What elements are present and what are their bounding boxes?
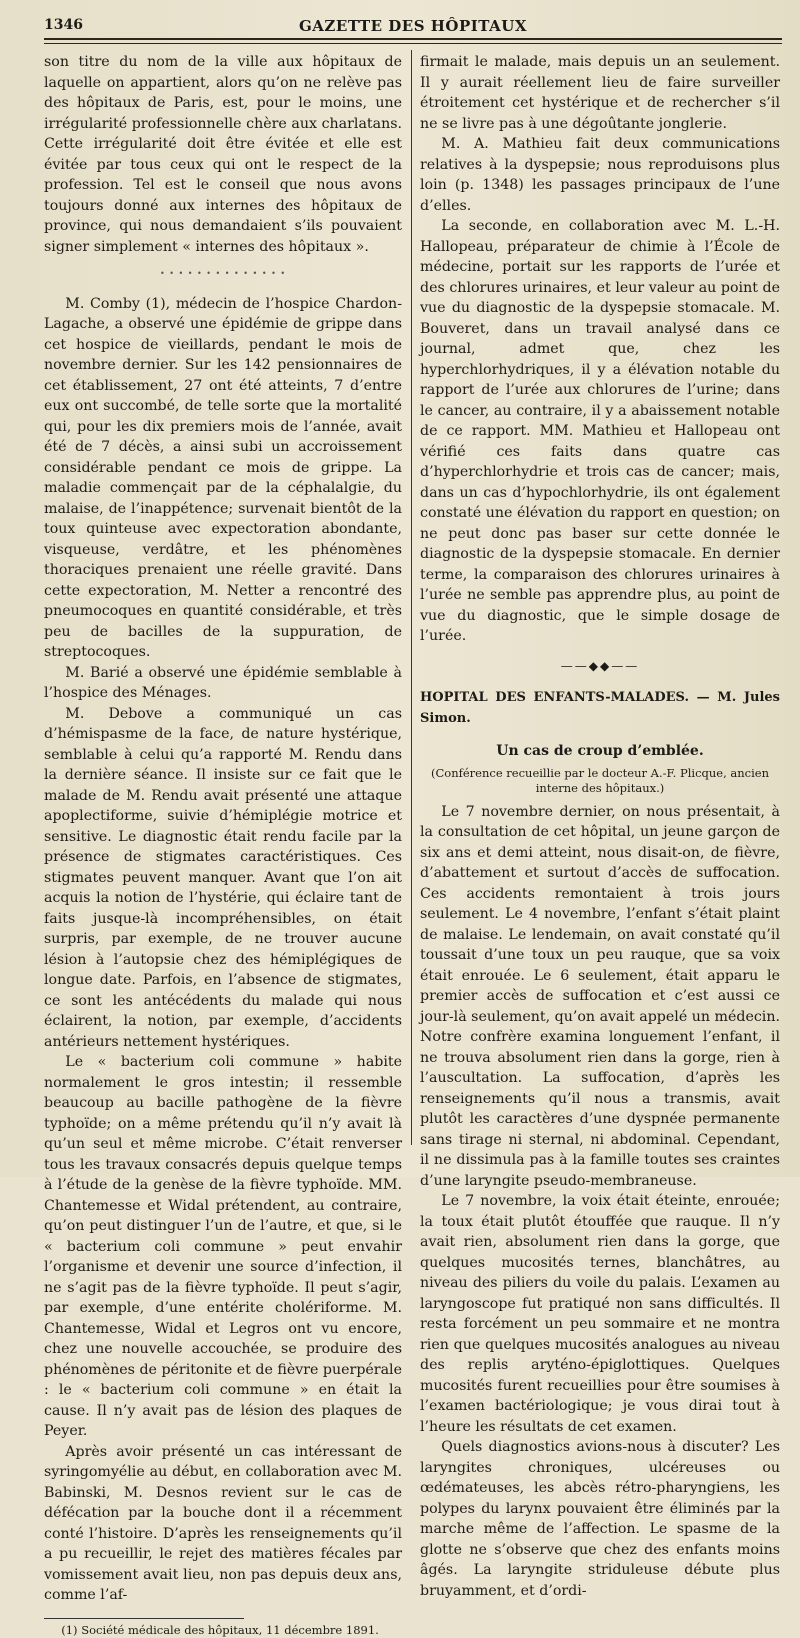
header-rule-thin [44,43,782,44]
paragraph: La seconde, en collaboration avec M. L.-H. Hallopeau, préparateur de chimie à l’École de médecine, portait sur les rapports de l’urée et des chlorures urinaires, et leur valeur au point de vue du diagnostic de la dyspepsie stomacale. M. Bouveret, dans un travail analysé dans ce journal, admet que, chez les hyperchlorhydriques, il y a élévation notable du rapport de l’urée aux chlorures de l’urine; dans le cancer, au contraire, il y a abaissement notable de ce rapport. MM. Mathieu et Hallopeau ont vérifié ces faits dans quatre cas d’hyperchlorhydrie et trois cas de cancer; mais, dans un cas d’hypochlorhydrie, ils ont également constaté une élévation du rapport en question; on ne peut donc pas baser sur cette donnée le diagnostic de la dyspepsie stomacale. En dernier terme, la comparaison des chlorures urinaires à l’urée ne semble pas apprendre plus, au point de vue du diagnostic, que le simple dosage de l’urée. [420,218,780,644]
right-column [420,52,780,1601]
left-column [44,52,402,1638]
article-title: Un cas de croup d’emblée. [496,743,704,759]
section-title: HOPITAL DES ENFANTS-MALADES. — M. Jules Simon. [420,690,780,726]
paragraph: Après avoir présenté un cas intéressant de syringomyélie au début, en collaboration avec M. Babinski, M. Desnos revient sur le cas de défécation par la bouche dont il a récemment conté l’histoire. D’après les renseignements qu’il a pu recueillir, le rejet des matières fécales par vomissement avait lieu, non pas depuis deux ans, comme l’af- [44,1443,402,1603]
paragraph: M. Barié a observé une épidémie semblable à l’hospice des Ménages. [44,664,402,701]
paragraph: Le 7 novembre, la voix était éteinte, enrouée; la toux était plutôt étouffée que rauque. Il n’y avait rien, absolument rien dans la gorge, que quelques mucosités ternes, blanchâtres, au niveau des piliers du voile du palais. L’examen au laryngoscope fut pratiqué non sans difficultés. Il resta forcément un peu sommaire et ne montra rien que quelques mucosités analogues au niveau des replis aryténo-épiglottiques. Quelques mucosités furent recueillies pour être soumises à l’examen bactériologique; je vous dirai tout à l’heure les résultats de cet examen. [420,1193,780,1435]
section-separator: ——◆◆—— [560,658,640,673]
paragraph: M. Comby (1), médecin de l’hospice Chardon-Lagache, a observé une épidémie de grippe dans cet hospice de vieillards, pendant le mois de novembre dernier. Sur les 142 pensionnaires de cet établissement, 27 ont été atteints, 7 d’entre eux ont succombé, de telle sorte que la mortalité qui, pour les dix premiers mois de l’année, avait été de 7 décès, a ainsi subi un accroissement considérable pendant ce mois de grippe. La maladie commençait par de la céphalalgie, du malaise, de l’inappétence; survenait bientôt de la toux quinteuse avec expectoration abondante, visqueuse, verdâtre, et les phénomènes thoraciques prenaient une réelle gravité. Dans cette expectoration, M. Netter a rencontré des pneumocoques en quantité considérable, et très peu de bacilles de la suppuration, de streptocoques. [44,295,402,660]
paragraph: Quels diagnostics avions-nous à discuter? Les laryngites chroniques, ulcéreuses ou œdémateuses, les abcès rétro-pharyngiens, les polypes du larynx pouvaient être éliminés par la marche même de l’affection. Le spasme de la glotte ne s’observe que chez des enfants moins âgés. La laryngite striduleuse débute plus bruyamment, et d’ordi- [420,1439,780,1599]
paragraph: M. Debove a communiqué un cas d’hémispasme de la face, de nature hystérique, semblable à celui qu’a rapporté M. Rendu dans la dernière séance. Il insiste sur ce fait que le malade de M. Rendu avait présenté une attaque apoplectiforme, suivie d’hémiplégie motrice et sensitive. Le diagnostic était rendu facile par la présence de stigmates caractéristiques. Ces stigmates peuvent manquer. Avant que l’on ait acquis la notion de l’hystérie, qui éclaire tant de faits jusque-là incompréhensibles, on était surpris, par exemple, de ne trouver aucune lésion à l’autopsie chez des hémiplégiques de longue date. Parfois, en l’absence de stigmates, ce sont les antécédents du malade qui nous éclairent, la notion, par exemple, d’accidents antérieurs nettement hystériques. [44,705,402,1050]
footnote: (1) Société médicale des hôpitaux, 11 décembre 1891. [61,1622,379,1637]
page-number: 1346 [44,17,83,33]
paragraph: Le 7 novembre dernier, on nous présentait, à la consultation de cet hôpital, un jeune garçon de six ans et demi atteint, nous disait-on, de fièvre, d’abattement et surtout d’accès de suffocation. Ces accidents remontaient à trois jours seulement. Le 4 novembre, l’enfant s’était plaint de malaise. Le lendemain, on avait constaté qu’il toussait d’une toux un peu rauque, que sa voix était enrouée. Le 6 seulement, était apparu le premier accès de suffocation et c’est aussi ce jour-là seulement, qu’on avait appelé un médecin. Notre confrère examina longuement l’enfant, il ne trouva absolument rien dans la gorge, rien à l’auscultation. La suffocation, d’après les renseignements qu’il nous a transmis, avait plutôt les caractères d’une dyspnée permanente sans tirage ni sternal, ni abdominal. Cependant, il ne dissimula pas à la famille toutes ses craintes d’une laryngite pseudo-membraneuse. [420,803,780,1189]
journal-title: GAZETTE DES HÔPITAUX [298,17,527,35]
article-note: (Conférence recueillie par le docteur A.-F. Plicque, ancien interne des hôpitaux.) [431,765,769,795]
header-rule-thick [44,38,782,40]
paragraph: son titre du nom de la ville aux hôpitaux de laquelle on appartient, alors qu’on ne relève pas des hôpitaux de Paris, est, pour le moins, une irrégularité professionnelle chère aux charlatans. Cette irrégularité doit être évitée et elle est évitée par tous ceux qui ont le respect de la profession. Tel est le conseil que nous avons toujours donné aux internes des hôpitaux de province, qui nous demandaient s’ils pouvaient signer simplement « internes des hôpitaux ». [44,54,402,255]
column-divider [411,50,412,1145]
paragraph: Le « bacterium coli commune » habite normalement le gros intestin; il ressemble beaucoup au bacille pathogène de la fièvre typhoïde; on a même prétendu qu’il n’y avait là qu’un seul et même microbe. C’était renverser tous les travaux consacrés depuis quelque temps à l’étude de la genèse de la fièvre typhoïde. MM. Chantemesse et Widal prétendent, au contraire, qu’on peut distinguer l’un de l’autre, et que, si le « bacterium coli commune » peut envahir l’organisme et devenir une source d’infection, il ne s’agit pas de la fièvre typhoïde. Il peut s’agir, par exemple, d’une entérite cholériforme. M. Chantemesse, Widal et Legros ont vu encore, chez une nouvelle accouchée, se produire des phénomènes de péritonite et de fièvre puerpérale : le « bacterium coli commune » en était la cause. Il n’y avait pas de lésion des plaques de Peyer. [44,1054,402,1439]
separator: • • • • • • • • • • • • • • [159,269,287,278]
paragraph: M. A. Mathieu fait deux communications relatives à la dyspepsie; nous reproduisons plus loin (p. 1348) les passages principaux de l’une d’elles. [420,136,780,214]
paragraph: firmait le malade, mais depuis un an seulement. Il y aurait réellement lieu de faire surveiller étroitement cet hystérique et de rechercher s’il ne se livre pas à une dégoûtante jonglerie. [420,54,780,132]
footnote-rule [44,1618,244,1619]
